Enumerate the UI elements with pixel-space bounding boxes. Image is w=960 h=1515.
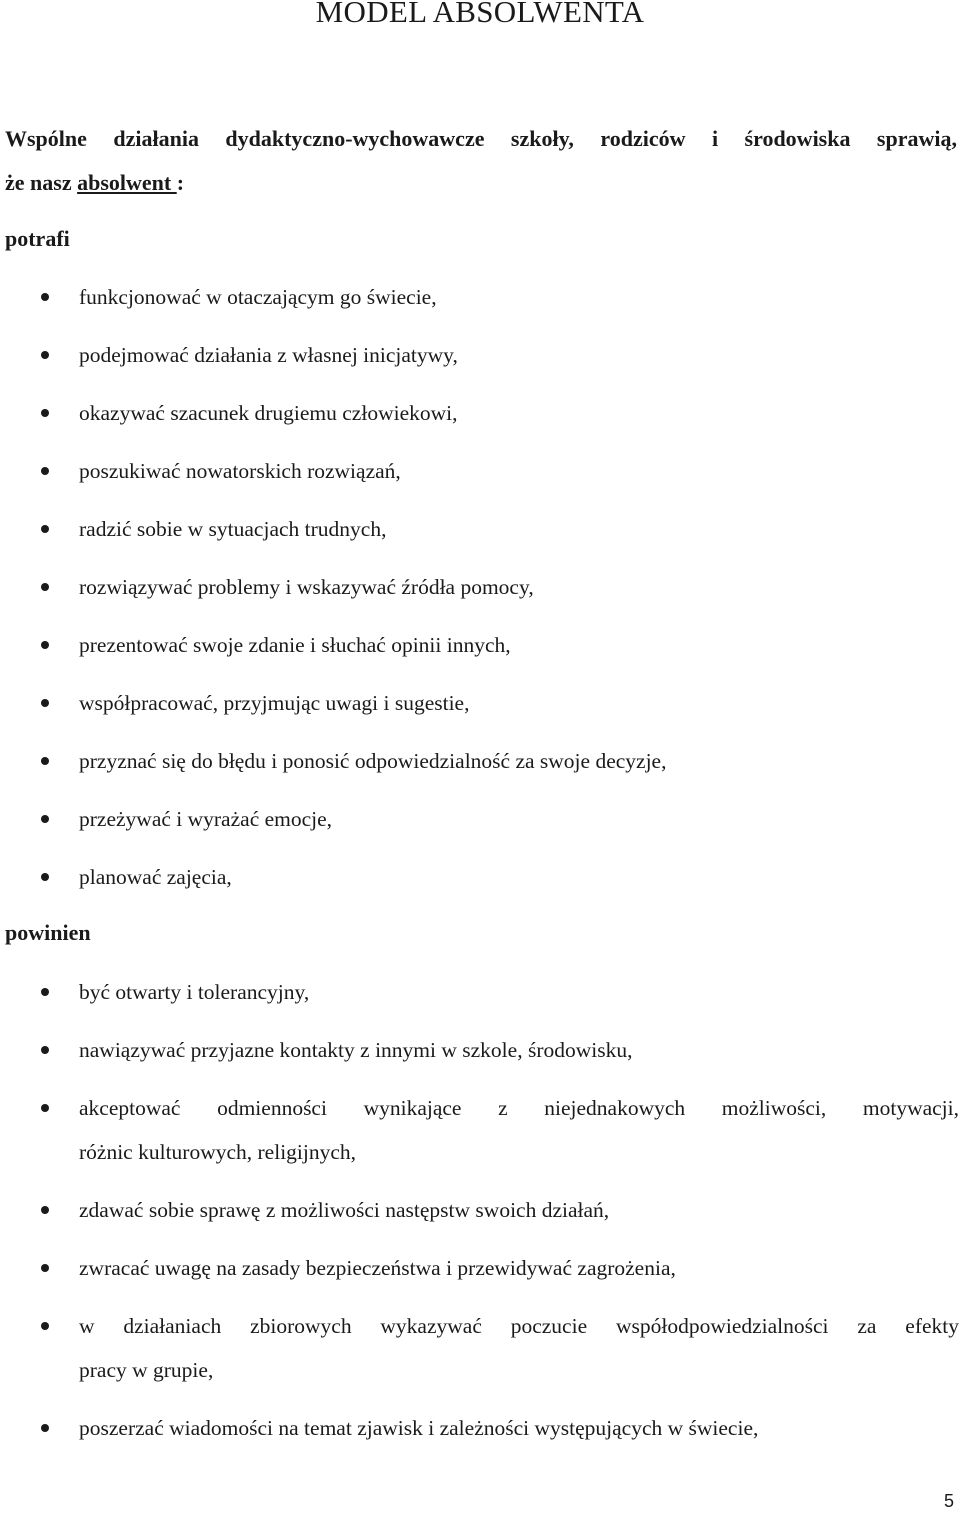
bullet-icon: [41, 815, 49, 823]
list-item-text: funkcjonować w otaczającym go świecie,: [79, 285, 437, 309]
list-item-text: okazywać szacunek drugiemu człowiekowi,: [79, 401, 458, 425]
list-item-text: w działaniach zbiorowych wykazywać poczucie współodpowiedzialności za efekty: [79, 1314, 959, 1338]
list-item-text: prezentować swoje zdanie i słuchać opinii innych,: [79, 633, 511, 657]
bullet-icon: [41, 525, 49, 533]
list-item-text: podejmować działania z własnej inicjatywy,: [79, 343, 458, 367]
intro-suffix: :: [176, 170, 185, 195]
intro-line-2: [5, 161, 957, 205]
list-item-text: akceptować odmienności wynikające z niejednakowych możliwości, motywacji,: [79, 1096, 959, 1120]
list-item-text: nawiązywać przyjazne kontakty z innymi w szkole, środowisku,: [79, 1038, 633, 1062]
page-number: 5: [943, 1491, 954, 1511]
list-item-text: współpracować, przyjmując uwagi i sugestie,: [79, 691, 470, 715]
bullet-icon: [41, 583, 49, 591]
bullet-icon: [41, 1322, 49, 1330]
bullet-icon: [41, 293, 49, 301]
bullet-icon: [41, 1104, 49, 1112]
bullet-icon: [41, 1046, 49, 1054]
intro-prefix: że nasz: [5, 170, 78, 195]
bullet-icon: [41, 641, 49, 649]
list-item-text: poszukiwać nowatorskich rozwiązań,: [79, 459, 401, 483]
bullet-icon: [41, 873, 49, 881]
bullet-icon: [41, 1424, 49, 1432]
list-item-text: przeżywać i wyrażać emocje,: [79, 807, 333, 831]
list-item-text: być otwarty i tolerancyjny,: [79, 980, 310, 1004]
list-item-text: różnic kulturowych, religijnych,: [79, 1140, 357, 1164]
list-item-text: poszerzać wiadomości na temat zjawisk i zależności występujących w świecie,: [79, 1416, 759, 1440]
list-item-text: rozwiązywać problemy i wskazywać źródła pomocy,: [79, 575, 534, 599]
intro-line-1: Wspólne działania dydaktyczno-wychowawcze szkoły, rodziców i środowiska sprawią,: [5, 126, 957, 151]
bullet-icon: [41, 988, 49, 996]
bullet-icon: [41, 467, 49, 475]
list-item-text: zwracać uwagę na zasady bezpieczeństwa i przewidywać zagrożenia,: [79, 1256, 676, 1280]
bullet-icon: [41, 699, 49, 707]
section-heading-powinien: powinien: [5, 920, 91, 945]
bullet-icon: [41, 409, 49, 417]
document-title: MODEL ABSOLWENTA: [315, 0, 645, 29]
bullet-icon: [41, 351, 49, 359]
list-item-text: radzić sobie w sytuacjach trudnych,: [79, 517, 387, 541]
list-item-text: przyznać się do błędu i ponosić odpowiedzialność za swoje decyzje,: [79, 749, 667, 773]
list-item-text: zdawać sobie sprawę z możliwości następstw swoich działań,: [79, 1198, 610, 1222]
list-item-text: planować zajęcia,: [79, 865, 232, 889]
section-heading-potrafi: potrafi: [5, 226, 70, 251]
list-item-text: pracy w grupie,: [79, 1358, 214, 1382]
bullet-icon: [41, 1206, 49, 1214]
intro-absolwent-underlined: absolwent: [77, 170, 177, 195]
bullet-icon: [41, 757, 49, 765]
bullet-icon: [41, 1264, 49, 1272]
